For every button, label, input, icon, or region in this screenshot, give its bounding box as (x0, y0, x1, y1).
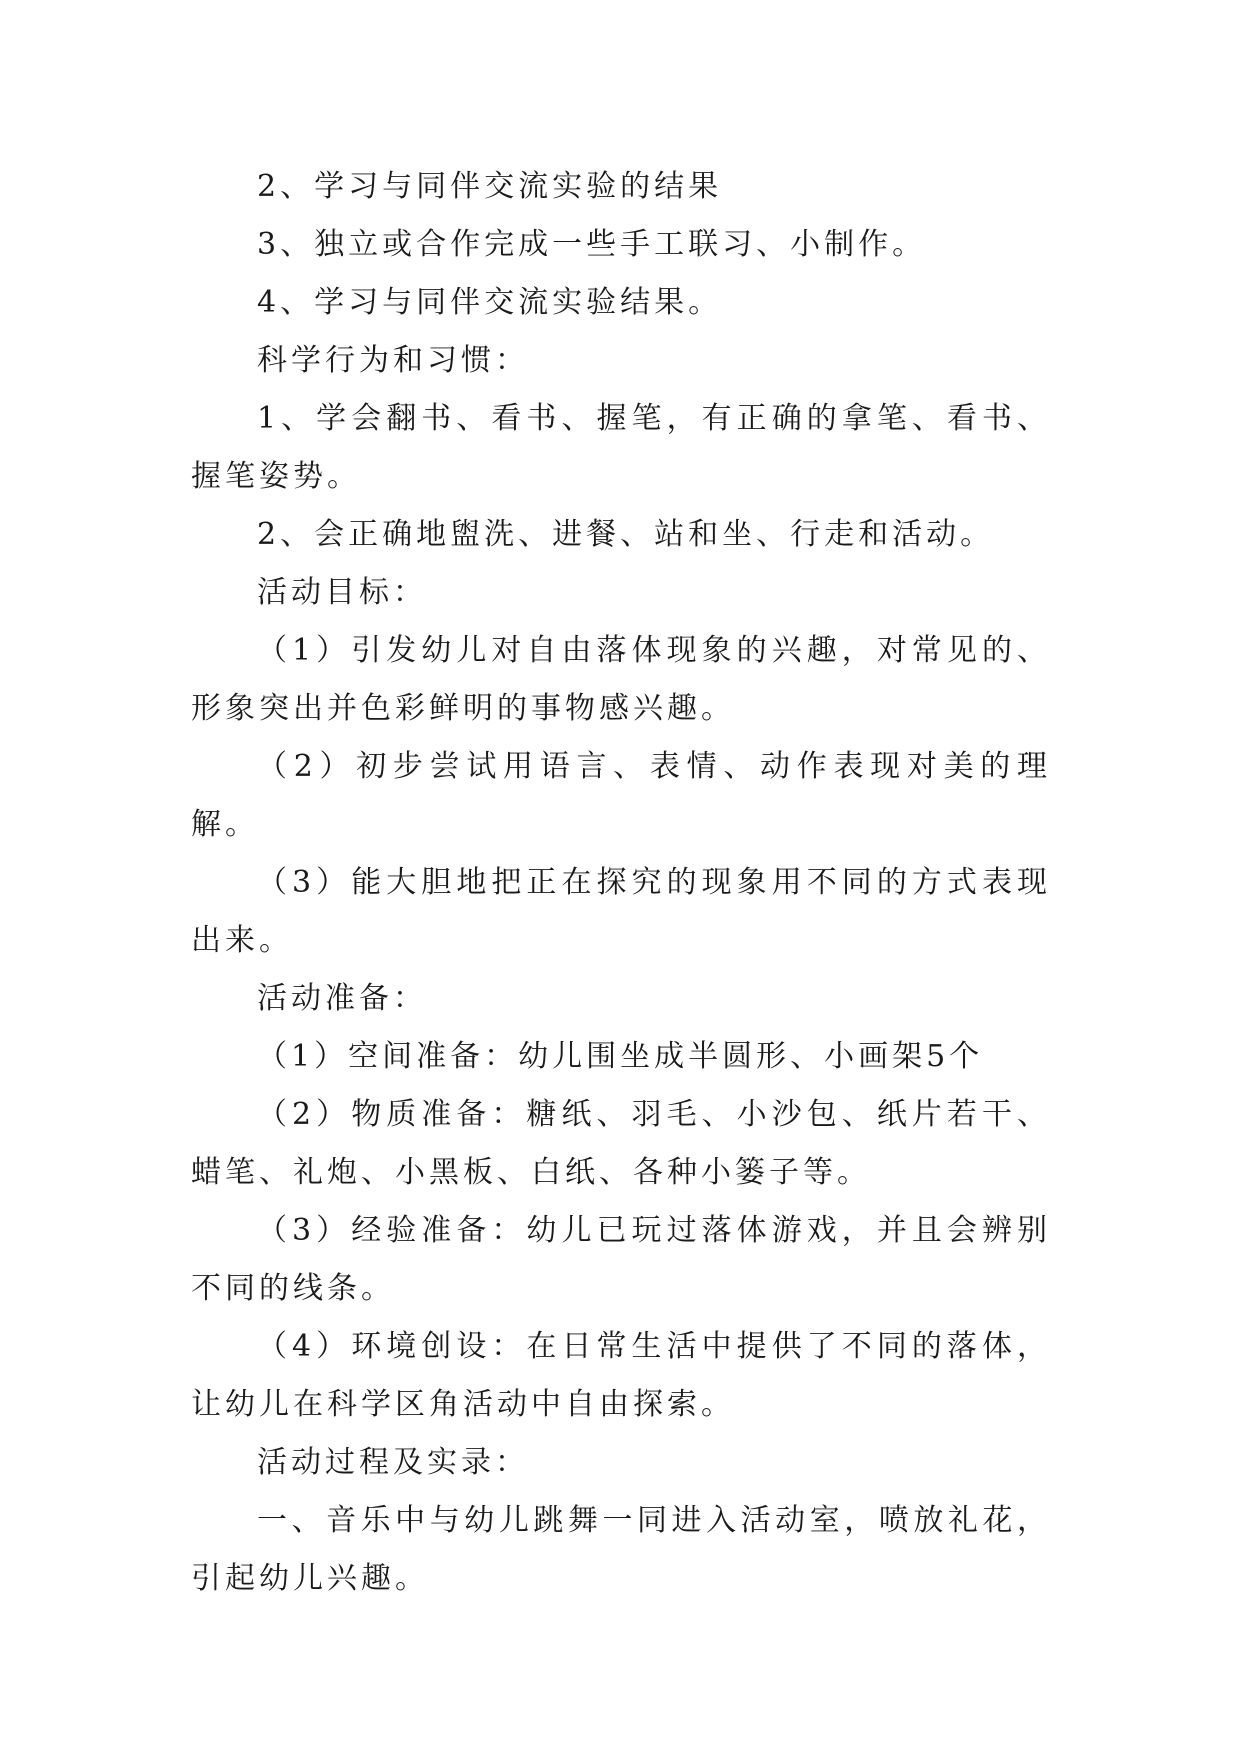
paragraph: （4）环境创设：在日常生活中提供了不同的落体，让幼儿在科学区角活动中自由探索。 (191, 1329, 1051, 1422)
section-heading: 活动目标： (257, 575, 427, 610)
paragraph: （1）空间准备：幼儿围坐成半圆形、小画架5个 (257, 1039, 984, 1074)
section-heading: 科学行为和习惯： (257, 343, 529, 378)
paragraph: （2）物质准备：糖纸、羽毛、小沙包、纸片若干、蜡笔、礼炮、小黑板、白纸、各种小篓子等。 (191, 1097, 1051, 1190)
paragraph: 4、学习与同伴交流实验结果。 (257, 285, 723, 320)
paragraph: 一、音乐中与幼儿跳舞一同进入活动室，喷放礼花，引起幼儿兴趣。 (191, 1503, 1051, 1596)
section-heading: 活动过程及实录： (257, 1445, 529, 1480)
paragraph: （1）引发幼儿对自由落体现象的兴趣，对常见的、形象突出并色彩鲜明的事物感兴趣。 (191, 633, 1051, 726)
document-body (191, 158, 1051, 1608)
section-heading: 活动准备： (257, 981, 427, 1016)
paragraph: （3）能大胆地把正在探究的现象用不同的方式表现出来。 (191, 865, 1051, 958)
paragraph: 2、学习与同伴交流实验的结果 (257, 169, 723, 204)
paragraph: 3、独立或合作完成一些手工联习、小制作。 (257, 227, 927, 262)
paragraph: 1、学会翻书、看书、握笔，有正确的拿笔、看书、握笔姿势。 (191, 401, 1051, 494)
paragraph: （2）初步尝试用语言、表情、动作表现对美的理解。 (191, 749, 1051, 842)
paragraph: 2、会正确地盥洗、进餐、站和坐、行走和活动。 (257, 517, 995, 552)
paragraph: （3）经验准备：幼儿已玩过落体游戏，并且会辨别不同的线条。 (191, 1213, 1051, 1306)
